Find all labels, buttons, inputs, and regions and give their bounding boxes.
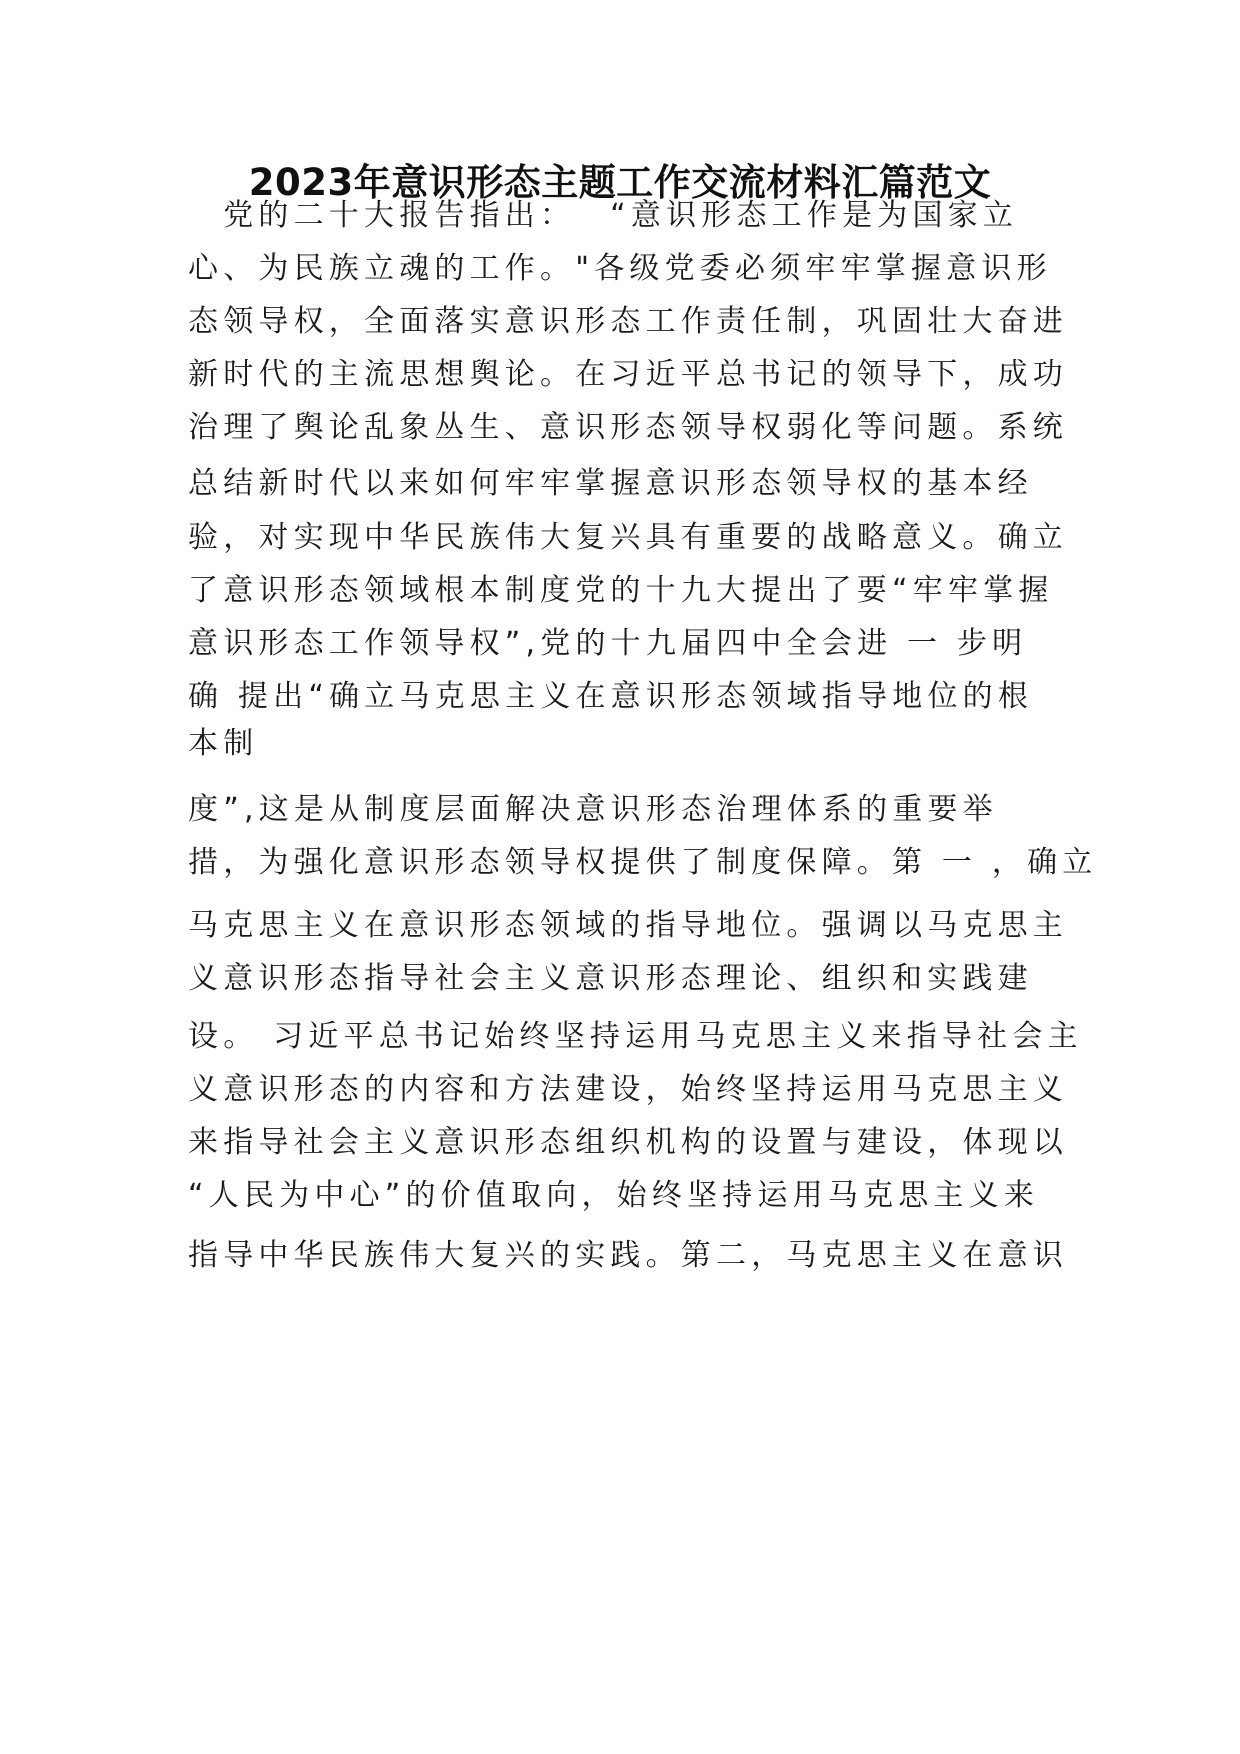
body-line-19: “人民为中心”的价值取向，始终坚持运用马克思主义来 [188,1178,1040,1213]
body-line-15: 义意识形态指导社会主义意识形态理论、组织和实践建 [188,961,1033,996]
body-line-5: 治理了舆论乱象丛生、意识形态领导权弱化等问题。系统 [188,410,1068,445]
body-line-14: 马克思主义在意识形态领域的指导地位。强调以马克思主 [188,908,1068,943]
body-line-6: 总结新时代以来如何牢牢掌握意识形态领导权的基本经 [188,466,1033,501]
body-line-10: 确 提出“确立马克思主义在意识形态领域指导地位的根 [188,679,1034,714]
body-line-11: 本制 [188,726,259,761]
document-title: 2023年意识形态主题工作交流材料汇篇范文 [248,161,992,204]
body-line-16: 设。 习近平总书记始终坚持运用马克思主义来指导社会主 [188,1019,1083,1054]
body-line-8: 了意识形态领域根本制度党的十九大提出了要“牢牢掌握 [188,573,1054,608]
body-line-13: 措，为强化意识形态领导权提供了制度保障。第 一 ，确立 [188,845,1098,880]
body-line-18: 来指导社会主义意识形态组织机构的设置与建设，体现以 [188,1125,1068,1160]
body-line-20: 指导中华民族伟大复兴的实践。第二，马克思主义在意识 [188,1238,1068,1273]
body-line-9: 意识形态工作领导权”,党的十九届四中全会进 一 步明 [188,626,1028,661]
body-line-7: 验，对实现中华民族伟大复兴具有重要的战略意义。确立 [188,520,1068,555]
body-line-12: 度”,这是从制度层面解决意识形态治理体系的重要举 [188,792,998,827]
body-line-4: 新时代的主流思想舆论。在习近平总书记的领导下，成功 [188,357,1068,392]
body-line-3: 态领导权，全面落实意识形态工作责任制，巩固壮大奋进 [188,304,1068,339]
body-line-1: 党的二十大报告指出： “意识形态工作是为国家立 [188,198,1019,233]
body-line-2: 心、为民族立魂的工作。"各级党委必须牢牢掌握意识形 [188,251,1052,286]
body-line-17: 义意识形态的内容和方法建设，始终坚持运用马克思主义 [188,1072,1068,1107]
